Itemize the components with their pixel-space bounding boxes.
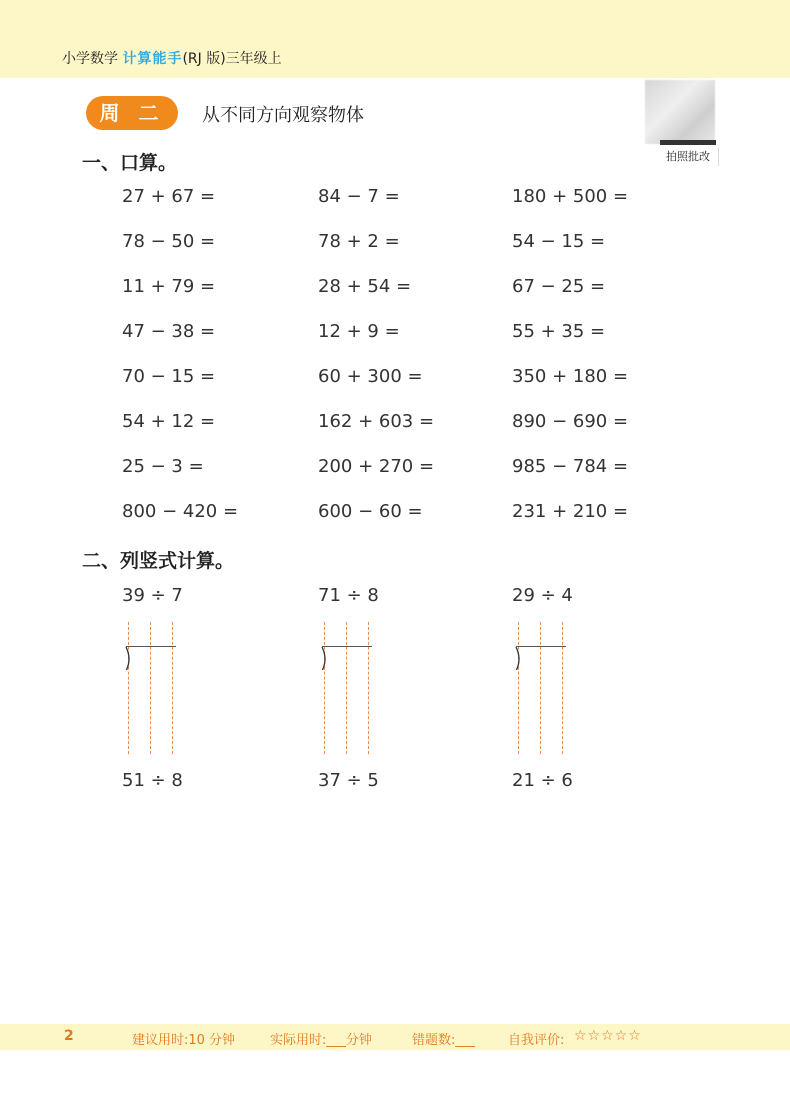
division-bracket [123,646,133,670]
oral-problem: 54 + 12 = [122,411,216,432]
guide-line [562,622,563,754]
day-title: 从不同方向观察物体 [202,105,364,126]
guide-line [172,622,173,754]
page-number: 2 [64,1028,74,1044]
division-bar [126,646,176,647]
oral-problem: 600 − 60 = [318,501,423,522]
book-subject: 小学数学 [62,51,118,67]
division-problem: 37 ÷ 5 [318,770,379,791]
book-brand: 计算能手 [122,51,183,67]
division-problem: 21 ÷ 6 [512,770,573,791]
oral-problem: 890 − 690 = [512,411,629,432]
oral-problem: 47 − 38 = [122,321,216,342]
book-edition: (RJ 版)三年级上 [182,51,282,67]
oral-problem: 180 + 500 = [512,186,629,207]
oral-problem: 67 − 25 = [512,276,606,297]
book-title [62,48,282,68]
footer-band [0,1024,790,1050]
division-bar [322,646,372,647]
guide-line [346,622,347,754]
guide-line [128,622,129,754]
oral-problem: 12 + 9 = [318,321,400,342]
section-heading-vertical: 二、列竖式计算。 [82,550,235,572]
oral-problem: 54 − 15 = [512,231,606,252]
qr-strip [660,140,716,145]
oral-problem: 78 − 50 = [122,231,216,252]
division-problem: 71 ÷ 8 [318,585,379,606]
oral-problem: 231 + 210 = [512,501,629,522]
oral-problem: 985 − 784 = [512,456,629,477]
section-heading-oral: 一、口算。 [82,152,178,174]
oral-problem: 200 + 270 = [318,456,435,477]
actual-time: 实际用时:___分钟 [270,1033,372,1048]
oral-problem: 70 − 15 = [122,366,216,387]
star-rating-icon[interactable]: ☆☆☆☆☆ [574,1028,642,1044]
division-problem: 39 ÷ 7 [122,585,183,606]
division-problem: 29 ÷ 4 [512,585,573,606]
oral-problem: 162 + 603 = [318,411,435,432]
oral-problem: 350 + 180 = [512,366,629,387]
division-bracket [513,646,523,670]
guide-line [324,622,325,754]
oral-problem: 28 + 54 = [318,276,412,297]
oral-problem: 60 + 300 = [318,366,423,387]
guide-line [540,622,541,754]
oral-problem: 78 + 2 = [318,231,400,252]
division-problem: 51 ÷ 8 [122,770,183,791]
division-bracket [319,646,329,670]
oral-problem: 27 + 67 = [122,186,216,207]
guide-line [518,622,519,754]
qr-code-icon[interactable] [645,80,715,144]
guide-line [368,622,369,754]
division-bar [516,646,566,647]
oral-problem: 84 − 7 = [318,186,400,207]
day-tag: 周 二 [86,96,178,130]
error-count: 错题数:___ [412,1033,475,1048]
guide-line [150,622,151,754]
oral-problem: 25 − 3 = [122,456,204,477]
suggested-time: 建议用时:10 分钟 [132,1033,236,1048]
oral-problem: 55 + 35 = [512,321,606,342]
self-evaluation-label: 自我评价: [508,1033,565,1048]
oral-problem: 800 − 420 = [122,501,239,522]
oral-problem: 11 + 79 = [122,276,216,297]
qr-caption: 拍照批改 [658,148,719,166]
